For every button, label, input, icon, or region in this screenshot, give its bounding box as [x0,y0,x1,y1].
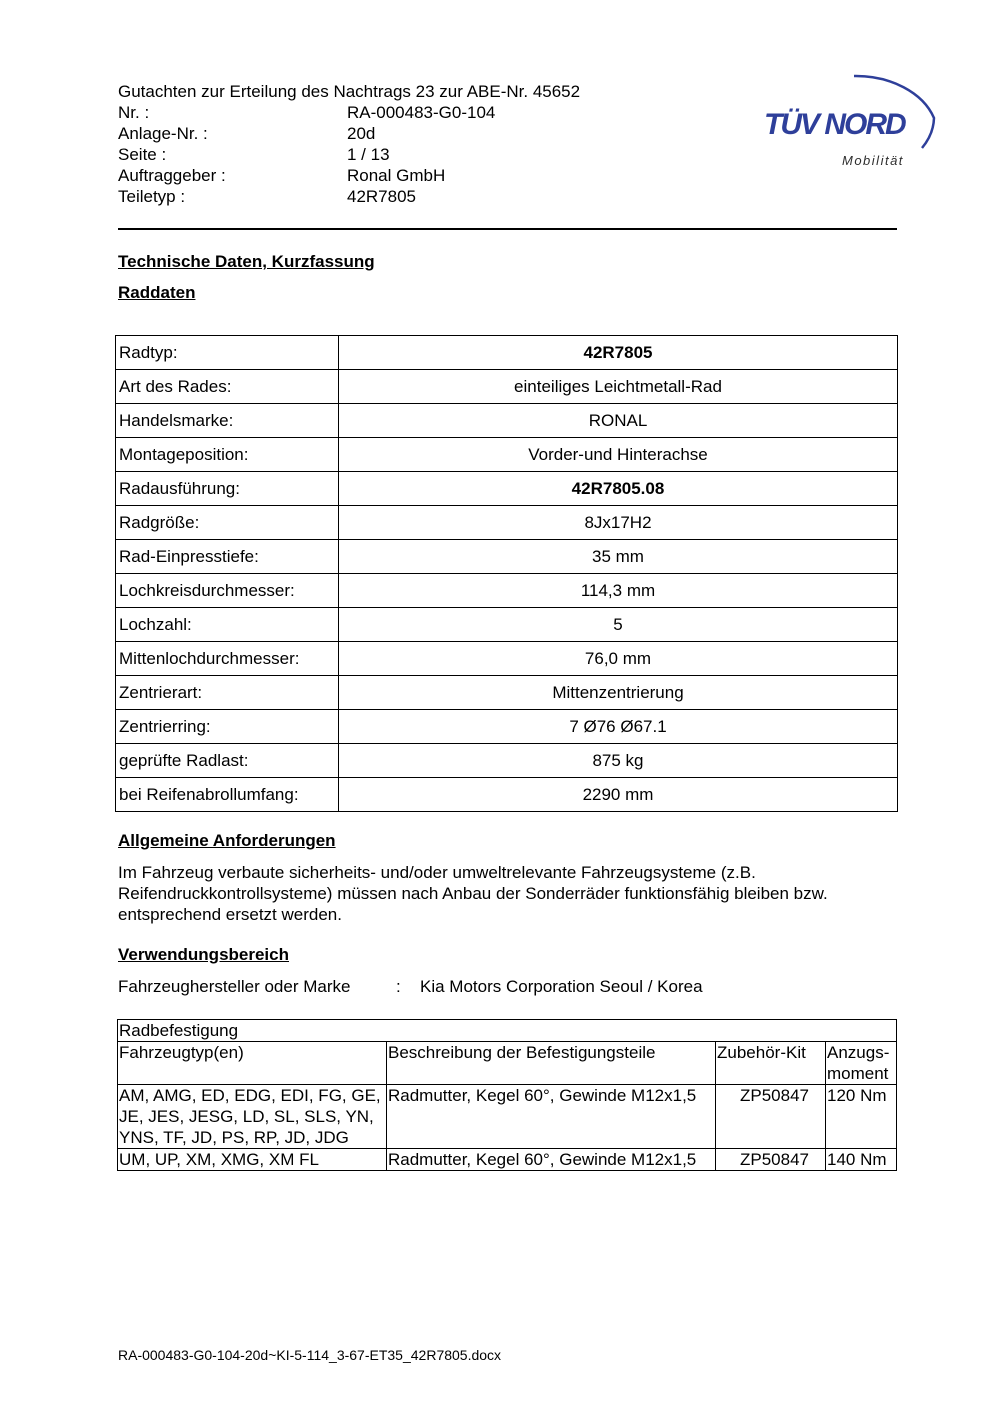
header-row [118,186,580,207]
table-row [118,1085,897,1149]
row-value: 114,3 mm [339,574,898,608]
header-row [118,102,580,123]
row-label: Lochzahl: [116,608,339,642]
table-header-row [118,1042,897,1085]
table-row [116,506,898,540]
section-subtitle: Raddaten [118,283,196,302]
column-header: Zubehör-Kit [716,1042,826,1085]
column-header: Anzugs-moment [826,1042,897,1085]
table-row [116,778,898,812]
row-label: Montageposition: [116,438,339,472]
cell-kit: ZP50847 [716,1085,826,1149]
row-label: Mittenlochdurchmesser: [116,642,339,676]
logo-subtitle: Mobilität [842,153,904,168]
manufacturer-value: Kia Motors Corporation Seoul / Korea [420,977,703,996]
document-title: Gutachten zur Erteilung des Nachtrags 23 zur ABE-Nr. 45652 [118,82,581,101]
table-row [116,336,898,370]
row-label: geprüfte Radlast: [116,744,339,778]
cell-description: Radmutter, Kegel 60°, Gewinde M12x1,5 [387,1085,716,1149]
row-value: einteiliges Leichtmetall-Rad [339,370,898,404]
row-value: RONAL [339,404,898,438]
row-label: Zentrierring: [116,710,339,744]
cell-types: UM, UP, XM, XMG, XM FL [118,1149,387,1171]
manufacturer-line [118,977,703,997]
table-caption-row [118,1020,897,1042]
column-header: Fahrzeugtyp(en) [118,1042,387,1085]
table-row [116,472,898,506]
header-row [118,123,580,144]
row-value: 42R7805 [339,336,898,370]
radbefestigung-table [117,1019,897,1171]
table-row [116,710,898,744]
table-row [116,608,898,642]
raddaten-table [115,335,898,812]
row-value: Vorder-und Hinterachse [339,438,898,472]
row-value: 76,0 mm [339,642,898,676]
allgemein-text: Im Fahrzeug verbaute sicherheits- und/oder umweltrelevante Fahrzeugsysteme (z.B. Reifendruckkontrollsysteme) müssen nach Anbau der Sonderräder funktionsfähig bleiben bzw. entsprechend ersetzt werden. [118,863,828,924]
header-label: Anlage-Nr. : [118,124,208,143]
table-row [118,1149,897,1171]
header-label: Auftraggeber : [118,166,226,185]
row-value: Mittenzentrierung [339,676,898,710]
cell-kit: ZP50847 [716,1149,826,1171]
row-value: 42R7805.08 [339,472,898,506]
cell-types: AM, AMG, ED, EDG, EDI, FG, GE, JE, JES, JESG, LD, SL, SLS, YN, YNS, TF, JD, PS, RP, JD, JDG [118,1085,387,1149]
header-value: 1 / 13 [347,145,390,164]
column-header: Beschreibung der Befestigungsteile [387,1042,716,1085]
header-label: Nr. : [118,103,150,122]
row-value: 35 mm [339,540,898,574]
manufacturer-separator: : [396,977,401,996]
document-header [118,81,580,207]
footer-filename: RA-000483-G0-104-20d~KI-5-114_3-67-ET35_42R7805.docx [118,1347,502,1363]
allgemein-title: Allgemeine Anforderungen [118,831,336,850]
header-value: Ronal GmbH [347,166,446,185]
header-row [118,144,580,165]
table-row [116,744,898,778]
table-row [116,540,898,574]
row-value: 5 [339,608,898,642]
header-value: 42R7805 [347,187,417,206]
table-caption: Radbefestigung [118,1020,897,1042]
row-value: 875 kg [339,744,898,778]
header-divider [118,228,897,230]
row-label: Lochkreisdurchmesser: [116,574,339,608]
row-value: 7 Ø76 Ø67.1 [339,710,898,744]
table-row [116,404,898,438]
row-label: Radtyp: [116,336,339,370]
table-row [116,574,898,608]
header-label: Teiletyp : [118,187,186,206]
table-row [116,438,898,472]
header-label: Seite : [118,145,167,164]
row-label: Art des Rades: [116,370,339,404]
row-value: 8Jx17H2 [339,506,898,540]
row-label: Radgröße: [116,506,339,540]
table-row [116,370,898,404]
row-label: Handelsmarke: [116,404,339,438]
header-value: 20d [347,124,376,143]
row-label: bei Reifenabrollumfang: [116,778,339,812]
manufacturer-label: Fahrzeughersteller oder Marke [118,977,351,996]
row-value: 2290 mm [339,778,898,812]
tuev-nord-logo [764,58,944,170]
section-title: Technische Daten, Kurzfassung [118,252,375,271]
table-row [116,642,898,676]
cell-torque: 140 Nm [826,1149,897,1171]
cell-description: Radmutter, Kegel 60°, Gewinde M12x1,5 [387,1149,716,1171]
header-row [118,165,580,186]
verwendung-title: Verwendungsbereich [118,945,289,964]
header-value: RA-000483-G0-104 [347,103,496,122]
row-label: Zentrierart: [116,676,339,710]
row-label: Rad-Einpresstiefe: [116,540,339,574]
logo-brand: TÜV NORD [764,108,905,141]
cell-torque: 120 Nm [826,1085,897,1149]
row-label: Radausführung: [116,472,339,506]
table-row [116,676,898,710]
